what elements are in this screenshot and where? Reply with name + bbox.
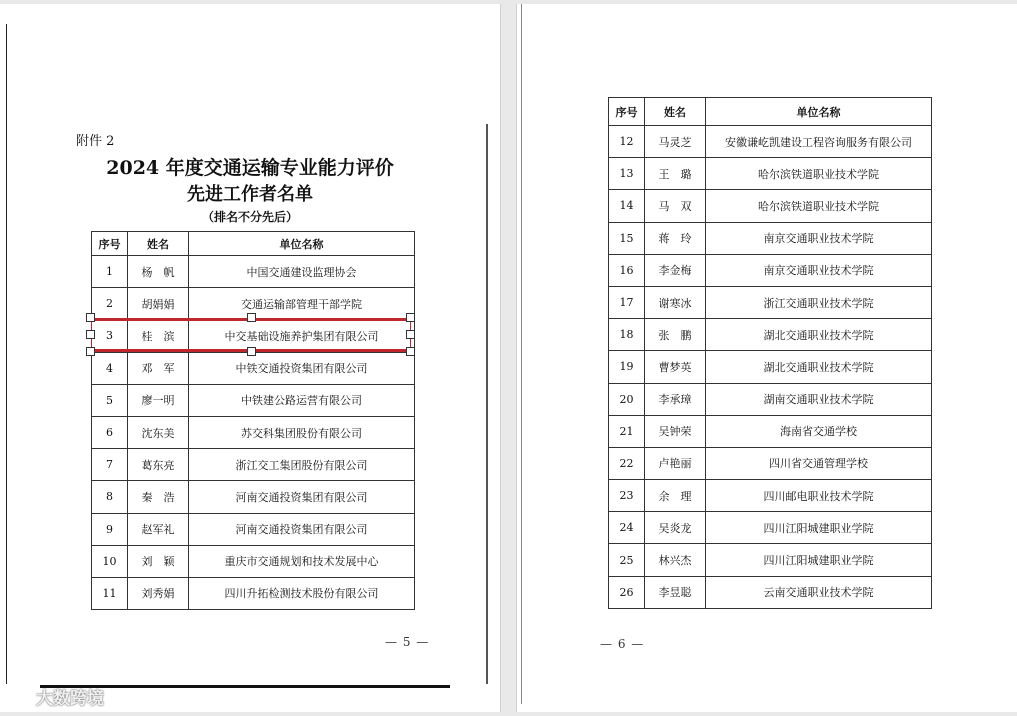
cell-serial-number: 18 <box>609 319 645 351</box>
table-row <box>92 449 415 481</box>
cell-name: 邓 军 <box>128 352 189 384</box>
page-edge-line <box>521 4 522 704</box>
table-row <box>609 319 932 351</box>
cell-name: 王 璐 <box>645 158 706 190</box>
watermark-text: 大数跨境 <box>36 689 104 709</box>
cell-serial-number: 20 <box>609 383 645 415</box>
cell-serial-number: 12 <box>609 126 645 158</box>
cell-serial-number: 4 <box>92 352 128 384</box>
resize-handle-bottom-left[interactable] <box>86 347 95 356</box>
table-row <box>609 286 932 318</box>
cell-name: 杨 帆 <box>128 256 189 288</box>
document-title: 2024 年度交通运输专业能力评价 <box>106 157 394 179</box>
cell-serial-number: 14 <box>609 190 645 222</box>
roster-table-right <box>608 97 932 609</box>
resize-handle-top-center[interactable] <box>247 313 256 322</box>
cell-name: 林兴杰 <box>645 544 706 576</box>
table-row <box>92 256 415 288</box>
table-row <box>609 126 932 158</box>
cell-unit-name: 湖南交通职业技术学院 <box>706 383 932 415</box>
table-row <box>609 254 932 286</box>
cell-unit-name: 浙江交工集团股份有限公司 <box>189 449 415 481</box>
cell-unit-name: 哈尔滨铁道职业技术学院 <box>706 190 932 222</box>
cell-name: 马 双 <box>645 190 706 222</box>
table-row <box>609 383 932 415</box>
cell-unit-name: 海南省交通学校 <box>706 415 932 447</box>
table-row <box>92 577 415 609</box>
table-header-row <box>609 98 932 126</box>
table-row <box>609 158 932 190</box>
cell-unit-name: 南京交通职业技术学院 <box>706 222 932 254</box>
resize-handle-top-right[interactable] <box>406 313 415 322</box>
table-row <box>609 480 932 512</box>
cell-serial-number: 16 <box>609 254 645 286</box>
resize-handle-middle-left[interactable] <box>86 330 95 339</box>
cell-name: 马灵芝 <box>645 126 706 158</box>
cell-serial-number: 1 <box>92 256 128 288</box>
header-name: 姓名 <box>645 98 706 126</box>
cell-name: 余 理 <box>645 480 706 512</box>
resize-handle-top-left[interactable] <box>86 313 95 322</box>
table-row <box>609 351 932 383</box>
cell-serial-number: 2 <box>92 288 128 320</box>
resize-handle-bottom-center[interactable] <box>247 347 256 356</box>
document-subtitle: （排名不分先后） <box>201 210 298 224</box>
cell-serial-number: 3 <box>92 320 128 352</box>
cell-serial-number: 15 <box>609 222 645 254</box>
cell-name: 张 鹏 <box>645 319 706 351</box>
table-row <box>92 481 415 513</box>
resize-handle-middle-right[interactable] <box>406 330 415 339</box>
table-row <box>92 545 415 577</box>
eye-logo-icon <box>8 688 32 706</box>
cell-unit-name: 浙江交通职业技术学院 <box>706 286 932 318</box>
page-edge-line <box>6 24 7 684</box>
cell-serial-number: 13 <box>609 158 645 190</box>
header-serial-number: 序号 <box>92 232 128 256</box>
cell-unit-name: 四川升拓检测技术股份有限公司 <box>189 577 415 609</box>
cell-serial-number: 23 <box>609 480 645 512</box>
cell-unit-name: 中铁交通投资集团有限公司 <box>189 352 415 384</box>
cell-name: 李金梅 <box>645 254 706 286</box>
cell-name: 卢艳丽 <box>645 447 706 479</box>
cell-serial-number: 21 <box>609 415 645 447</box>
cell-unit-name: 四川邮电职业技术学院 <box>706 480 932 512</box>
header-name: 姓名 <box>128 232 189 256</box>
table-row <box>609 190 932 222</box>
cell-unit-name: 苏交科集团股份有限公司 <box>189 416 415 448</box>
cell-serial-number: 26 <box>609 576 645 608</box>
cell-serial-number: 8 <box>92 481 128 513</box>
cell-name: 李承璋 <box>645 383 706 415</box>
cell-serial-number: 5 <box>92 384 128 416</box>
cell-unit-name: 重庆市交通规划和技术发展中心 <box>189 545 415 577</box>
cell-serial-number: 19 <box>609 351 645 383</box>
table-row <box>609 222 932 254</box>
table-row <box>609 415 932 447</box>
cell-serial-number: 10 <box>92 545 128 577</box>
attachment-label: 附件 2 <box>76 134 115 149</box>
cell-unit-name: 四川江阳城建职业学院 <box>706 512 932 544</box>
cell-name: 赵军礼 <box>128 513 189 545</box>
roster-table-left <box>91 231 415 610</box>
cell-name: 吴钟荣 <box>645 415 706 447</box>
page-number-5: — 5 — <box>385 635 430 649</box>
cell-serial-number: 9 <box>92 513 128 545</box>
table-row <box>609 576 932 608</box>
cell-name: 胡娟娟 <box>128 288 189 320</box>
cell-unit-name: 湖北交通职业技术学院 <box>706 351 932 383</box>
cell-name: 秦 浩 <box>128 481 189 513</box>
table-row <box>92 513 415 545</box>
cell-name: 葛东亮 <box>128 449 189 481</box>
cell-unit-name: 安徽谦屹凯建设工程咨询服务有限公司 <box>706 126 932 158</box>
cell-serial-number: 11 <box>92 577 128 609</box>
cell-serial-number: 7 <box>92 449 128 481</box>
header-serial-number: 序号 <box>609 98 645 126</box>
cell-unit-name: 河南交通投资集团有限公司 <box>189 481 415 513</box>
cell-serial-number: 6 <box>92 416 128 448</box>
cell-name: 吴炎龙 <box>645 512 706 544</box>
cell-serial-number: 17 <box>609 286 645 318</box>
cell-unit-name: 四川江阳城建职业学院 <box>706 544 932 576</box>
table-row <box>92 384 415 416</box>
cell-name: 谢寒冰 <box>645 286 706 318</box>
resize-handle-bottom-right[interactable] <box>406 347 415 356</box>
cell-unit-name: 河南交通投资集团有限公司 <box>189 513 415 545</box>
cell-unit-name: 交通运输部管理干部学院 <box>189 288 415 320</box>
cell-name: 曹梦英 <box>645 351 706 383</box>
header-unit-name: 单位名称 <box>706 98 932 126</box>
cell-name: 李昱聪 <box>645 576 706 608</box>
cell-name: 刘秀娟 <box>128 577 189 609</box>
table-header-row <box>92 232 415 256</box>
document-title-line2: 先进工作者名单 <box>187 184 313 205</box>
header-unit-name: 单位名称 <box>189 232 415 256</box>
table-row <box>92 352 415 384</box>
cell-unit-name: 四川省交通管理学校 <box>706 447 932 479</box>
page-number-6: — 6 — <box>600 637 645 651</box>
cell-unit-name: 湖北交通职业技术学院 <box>706 319 932 351</box>
cell-unit-name: 中交基础设施养护集团有限公司 <box>189 320 415 352</box>
cell-unit-name: 云南交通职业技术学院 <box>706 576 932 608</box>
cell-unit-name: 南京交通职业技术学院 <box>706 254 932 286</box>
cell-unit-name: 中国交通建设监理协会 <box>189 256 415 288</box>
cell-serial-number: 22 <box>609 447 645 479</box>
table-row <box>92 416 415 448</box>
cell-serial-number: 25 <box>609 544 645 576</box>
cell-name: 桂 滨 <box>128 320 189 352</box>
cell-name: 刘 颖 <box>128 545 189 577</box>
cell-name: 廖一明 <box>128 384 189 416</box>
watermark <box>8 684 104 709</box>
cell-serial-number: 24 <box>609 512 645 544</box>
cell-unit-name: 哈尔滨铁道职业技术学院 <box>706 158 932 190</box>
cell-name: 沈东美 <box>128 416 189 448</box>
cell-unit-name: 中铁建公路运营有限公司 <box>189 384 415 416</box>
cell-name: 蒋 玲 <box>645 222 706 254</box>
table-row <box>609 544 932 576</box>
table-row <box>609 447 932 479</box>
table-row <box>609 512 932 544</box>
